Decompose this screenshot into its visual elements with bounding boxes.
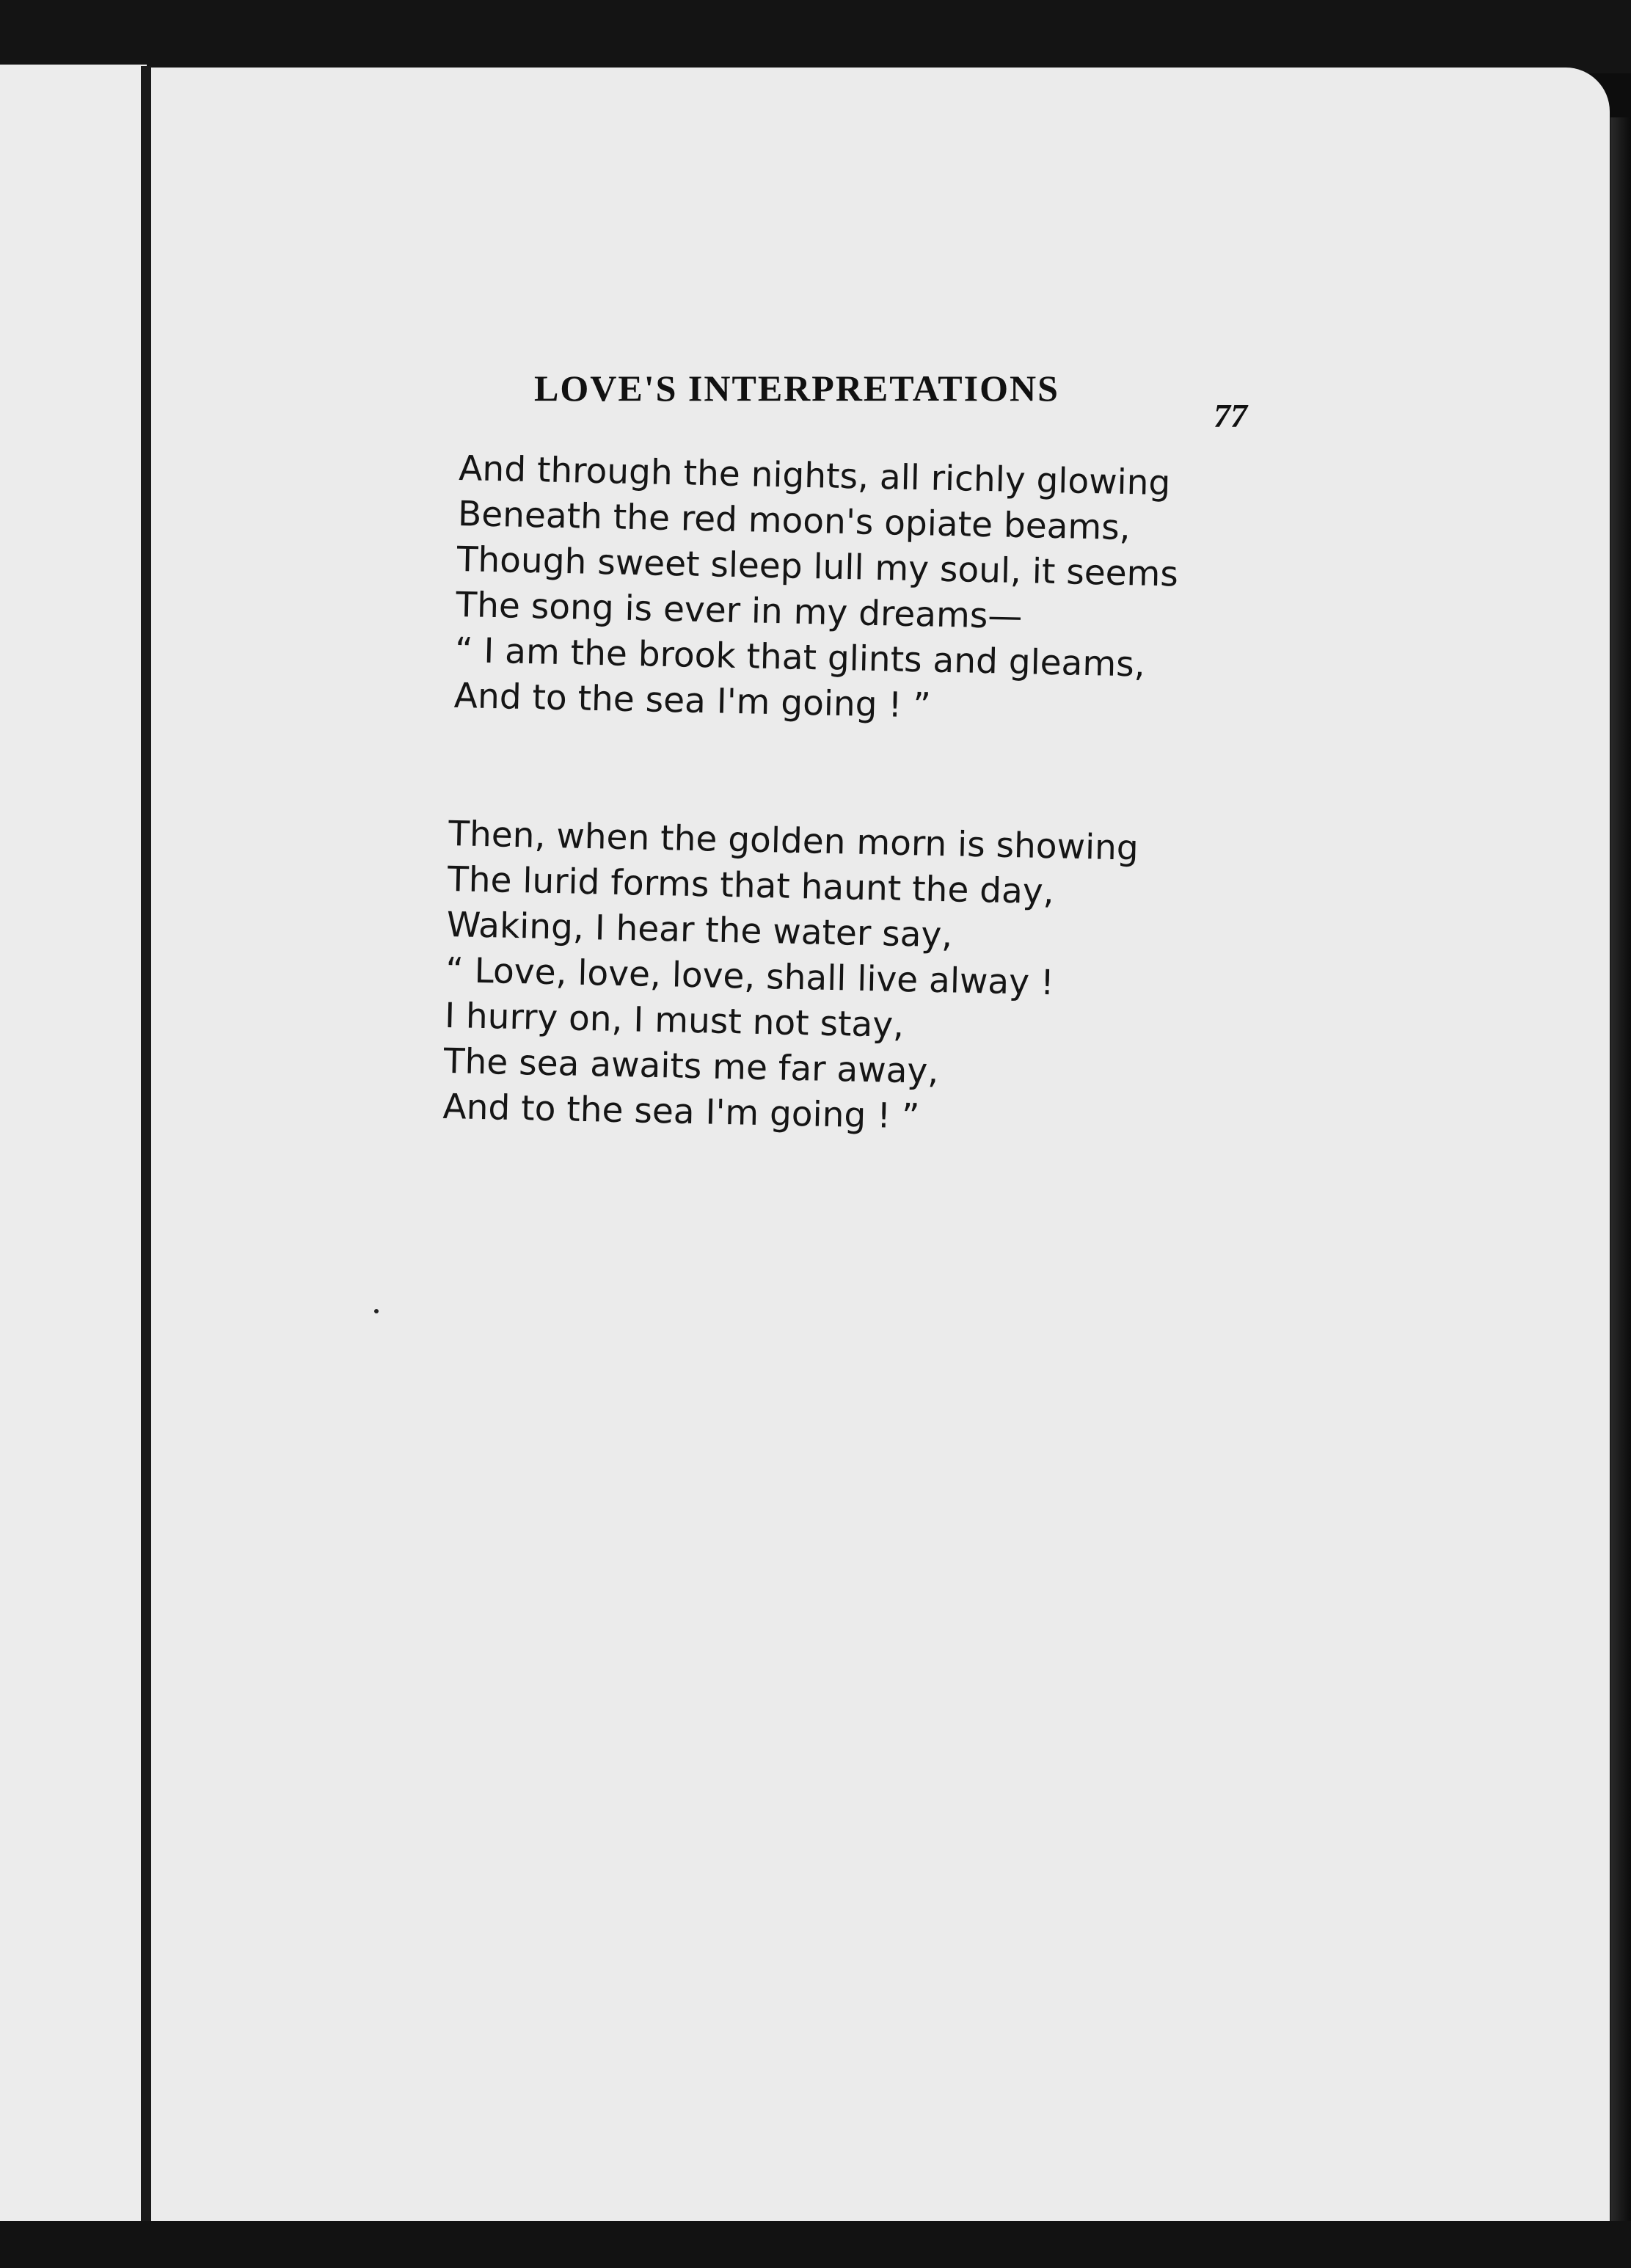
poem-line: And to the sea I'm going ! ” [453,675,932,726]
ink-speck [374,1309,379,1313]
poem-line: The sea awaits me far away, [443,1040,939,1093]
poem-line: “ Love, love, love, shall live alway ! [445,949,1055,1004]
poem-line: Waking, I hear the water say, [446,904,953,956]
page-gutter [141,66,151,2223]
poem-line: I hurry on, I must not stay, [444,995,905,1046]
poem-stanza-1 [453,446,1181,734]
poem-line: Beneath the red moon's opiate beams, [457,493,1131,549]
scan-background-bottom [0,2221,1631,2268]
page-number: 77 [1214,397,1247,434]
poem-line: “ I am the brook that glints and gleams, [454,630,1146,685]
scan-background-top [0,0,1631,73]
page-right-edge [1610,117,1631,2268]
poem-stanza-2 [442,812,1139,1145]
poem-line: Then, when the golden morn is showing [448,813,1139,869]
running-head: LOVE'S INTERPRETATIONS [534,368,1059,409]
poem-line: And through the nights, all richly glowing [458,448,1171,504]
facing-page-edge [0,65,147,2222]
poem-line: And to the sea I'm going ! ” [442,1086,920,1137]
poem-line: The lurid forms that haunt the day, [447,858,1055,913]
poem-line: Though sweet sleep lull my soul, it seems [456,539,1179,595]
poem-line: The song is ever in my dreams— [455,584,1023,638]
